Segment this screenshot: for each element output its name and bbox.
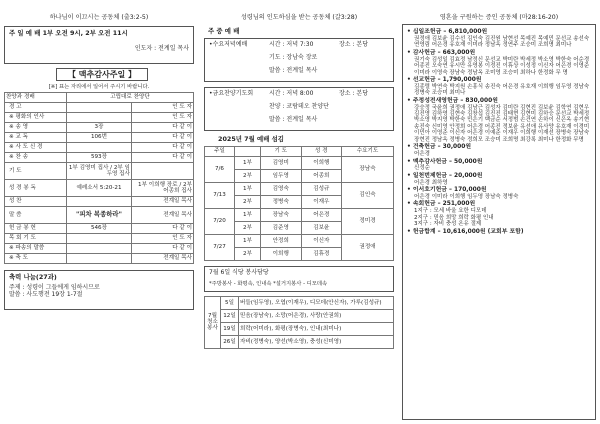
table-row bbox=[205, 296, 394, 309]
table-cell bbox=[67, 254, 132, 264]
table-row bbox=[5, 197, 194, 207]
table-cell bbox=[67, 113, 132, 123]
table-cell: 김휴경 bbox=[301, 247, 342, 260]
table-cell: 2부 bbox=[235, 221, 261, 234]
duty-table bbox=[204, 146, 394, 261]
duty-date: 7/6 bbox=[205, 156, 235, 182]
table-cell: 주일 bbox=[205, 146, 235, 156]
table-cell: ※ 교 독 bbox=[5, 133, 67, 143]
fri-place: 장소 : 본당 bbox=[339, 90, 369, 98]
table-cell: 다 같 이 bbox=[131, 244, 193, 254]
table-row bbox=[5, 207, 194, 224]
table-cell: 다 같 이 bbox=[131, 133, 193, 143]
cleaning-label-line: 청소 bbox=[207, 319, 218, 325]
offering-names: 신정순 bbox=[414, 165, 430, 172]
table-cell: 2부 bbox=[235, 195, 261, 208]
table-row bbox=[205, 234, 394, 247]
offering-title: • 이서호기헌금 – 170,000원 bbox=[407, 187, 487, 194]
table-cell: 5일 bbox=[221, 296, 239, 309]
table-cell: 자비(정병숙), 양선(박소영), 충성(신미영) bbox=[239, 335, 394, 348]
table-cell: 성 경 봉 독 bbox=[5, 180, 67, 197]
table-cell: 전계일 목사 bbox=[131, 254, 193, 264]
table-row bbox=[205, 322, 394, 335]
duty-wed: 김인숙 bbox=[342, 182, 394, 208]
fri-sermon: 말씀 : 전계일 목사 bbox=[269, 116, 318, 124]
table-cell: 다 같 이 bbox=[131, 143, 193, 153]
table-row bbox=[5, 143, 194, 153]
table-cell: 3장 bbox=[67, 123, 132, 133]
table-cell: 김영숙 bbox=[261, 182, 302, 195]
wed-time: 시간 : 저녁 7:30 bbox=[269, 41, 314, 49]
table-cell: 19일 bbox=[221, 322, 239, 335]
table-row bbox=[205, 182, 394, 195]
share-line: 주제 : 성령이 그들에게 임하시므로 bbox=[9, 284, 100, 292]
wed-place: 장소 : 본당 bbox=[339, 41, 369, 49]
table-cell: 12일 bbox=[221, 309, 239, 322]
table-cell: 인 도 자 bbox=[131, 113, 193, 123]
table-cell: 26일 bbox=[221, 335, 239, 348]
table-cell: 성 경 bbox=[301, 146, 342, 156]
table-cell: 어은경 bbox=[301, 208, 342, 221]
table-cell: 1부 bbox=[235, 156, 261, 169]
duty-date: 7/27 bbox=[205, 234, 235, 260]
service-leader: 인도자 : 전계일 목사 bbox=[134, 45, 189, 53]
table-row bbox=[5, 224, 194, 234]
table-row bbox=[5, 153, 194, 163]
col1-header: 하나님이 이끄시는 공동체 (출3:2-5) bbox=[49, 14, 149, 21]
service-time: 주 일 예 배 1부 오전 9시, 2부 오전 11시 bbox=[9, 29, 128, 37]
table-cell: 임두영 bbox=[261, 169, 302, 182]
table-cell: ※ 찬 송 bbox=[5, 153, 67, 163]
duty-date: 7/20 bbox=[205, 208, 235, 234]
worship-order-table bbox=[4, 92, 194, 264]
lunch-title: 7월 6일 식당 봉사담당 bbox=[209, 268, 269, 276]
offering-names: 어은경 최하영 bbox=[414, 179, 448, 186]
cleaning-label bbox=[205, 296, 221, 348]
offering-title: • 헌금합계 – 10,616,000원 (교회부 포함) bbox=[407, 228, 524, 235]
offering-box bbox=[402, 24, 596, 420]
offering-names: 1지구 : 모세 바울 요한 디모데 2지구 : 믿음 희망 희락 화평 인내 3지구 : 자비 충성 온유 절제 bbox=[414, 208, 494, 228]
table-cell: "피차 복종하라" bbox=[67, 207, 132, 224]
offering-names: 강승정 국윤희 권정애 김남근 김성자 김미란 김현진 김보윤 김학연 김현우 김진영 김하영 김현숙 김창섭 김진진 김태현 김현미 김하승 문선교 박세정 박소영 박지영 박한숙 민은기 백금순 서정범 손건연 손하이 신은옥 송기현 송진숙 신미영 안정희 어은경 어종진 정보윤 유선애 유사양 유호재 이경미 이민아 이영준 이신자 어은경 이예준 이재우 이희행 이재선 장병숙 장남숙 장현진 정남옥 정병숙 정희모 조승미 조희명 최강록 최미나 한정화 무명 bbox=[414, 104, 590, 143]
offering-title: • 감사헌금 – 663,000원 bbox=[407, 49, 476, 56]
table-cell: ※ 평화의 인사 bbox=[5, 113, 67, 123]
table-cell: 기 도 bbox=[261, 146, 302, 156]
table-cell: 2부 bbox=[235, 247, 261, 260]
table-cell bbox=[67, 244, 132, 254]
table-row bbox=[205, 309, 394, 322]
table-cell: 찬양과 경배 bbox=[5, 93, 67, 103]
table-row bbox=[5, 123, 194, 133]
table-cell bbox=[67, 234, 132, 244]
table-cell: 다 같 이 bbox=[131, 224, 193, 234]
duty-date: 7/13 bbox=[205, 182, 235, 208]
lunch-line: *주방봉사 - 화평속, 인내속 *설거지봉사 - 디모데속 bbox=[209, 280, 328, 287]
table-cell: 기 도 bbox=[5, 163, 67, 180]
table-cell: 전계일 목사 bbox=[131, 197, 193, 207]
table-cell: 546장 bbox=[67, 224, 132, 234]
table-cell: 전계일 목사 bbox=[131, 207, 193, 224]
fri-praise: 찬양 : 코람데오 찬양단 bbox=[269, 103, 329, 111]
offering-title: • 일천번제헌금 – 20,000원 bbox=[407, 172, 483, 179]
duty-wed: 정미경 bbox=[342, 208, 394, 234]
share-title: 축력 나눔(27과) bbox=[9, 273, 57, 282]
table-cell: 수요기도 bbox=[342, 146, 394, 156]
col2-header: 성령님의 인도하심을 받는 공동체 (갈3:28) bbox=[240, 14, 358, 21]
table-cell: 106번 bbox=[67, 133, 132, 143]
table-row bbox=[205, 146, 394, 156]
weekday-title: 주 중 예 배 bbox=[208, 27, 240, 35]
table-row bbox=[5, 163, 194, 180]
offering-names: 김종렬 박연숙 박지원 손흥식 송진숙 어은경 유호재 이희행 임두영 정남숙 정병숙 조승미 최미나 bbox=[414, 83, 590, 97]
fri-time: 시간 : 저녁 8:00 bbox=[269, 90, 314, 98]
duty-title: 2025년 7월 예배 섬김 bbox=[218, 135, 284, 144]
offering-title: • 건축헌금 – 30,000원 bbox=[407, 144, 472, 151]
table-cell: 김준영 bbox=[261, 221, 302, 234]
table-cell: 이재우 bbox=[301, 195, 342, 208]
col3-header: 영혼을 구원하는 증인 공동체 (마28:16-20) bbox=[439, 14, 559, 21]
table-cell: 1부 김영미 집사 / 2부 임두영 집사 bbox=[67, 163, 132, 180]
table-cell bbox=[67, 143, 132, 153]
wed-sermon: 말씀 : 전계일 목사 bbox=[269, 67, 318, 75]
wed-name: •수요저녁예배 bbox=[209, 41, 248, 49]
table-row bbox=[5, 244, 194, 254]
table-cell: 김성규 bbox=[301, 182, 342, 195]
table-cell bbox=[67, 103, 132, 113]
table-row bbox=[205, 335, 394, 348]
table-cell: 이신자 bbox=[301, 234, 342, 247]
table-cell: 김영미 bbox=[261, 156, 302, 169]
column-offerings bbox=[402, 0, 596, 424]
table-cell: 경 고 bbox=[5, 103, 67, 113]
table-cell bbox=[235, 146, 261, 156]
table-cell: 고립대로 찬양단 bbox=[67, 93, 194, 103]
offering-names: 권정애 김보윤 김수선 김인숙 김진원 남현선 목예진 목예민 문선교 송선숙 연영림 어은경 유호재 이미라 정남옥 정연주 조승미 조희명 최미나 bbox=[414, 35, 590, 49]
table-cell: 버들(임두영), 오엽(이재우), 디모데(안신자), 가루(김성규) bbox=[239, 296, 394, 309]
table-cell: 김보윤 bbox=[301, 221, 342, 234]
offering-names: 어은경 이미라 이희행 임두영 장남숙 정병숙 bbox=[414, 194, 519, 200]
stand-note: [※] 표는 자리에서 일어서 주시기 바랍니다. bbox=[48, 84, 150, 90]
table-cell: 1부 이희행 장로 / 2부 어종희 집사 bbox=[131, 180, 193, 197]
cleaning-table bbox=[204, 296, 394, 349]
offering-names: 권기숙 김성일 김효정 남정신 문선교 박미란 박세정 박소영 박한숙 어순경 어종진 오숙연 유시만 유영봉 이정진 이휴상 이성정 이신자 어은경 이영준 이미라 이영숙 장남숙 정남옥 조미영 조승미 최하나 한정화 무 명 bbox=[414, 56, 590, 76]
wed-prayer: 기도 : 장남숙 장로 bbox=[269, 54, 318, 62]
table-cell: 593장 bbox=[67, 153, 132, 163]
offering-title: • 선교헌금 – 1,790,000원 bbox=[407, 76, 482, 83]
column-weekday bbox=[204, 0, 394, 424]
duty-wed: 장남숙 bbox=[342, 156, 394, 182]
share-box bbox=[4, 270, 194, 310]
table-cell: 예레소서 5:20-21 bbox=[67, 180, 132, 197]
table-cell: 인 도 자 bbox=[131, 234, 193, 244]
table-row bbox=[5, 93, 194, 103]
table-row bbox=[5, 180, 194, 197]
table-cell: 1부 bbox=[235, 234, 261, 247]
wed-box bbox=[204, 38, 394, 82]
offering-title: • 십일조헌금 – 6,810,000원 bbox=[407, 29, 488, 35]
table-cell: 헌 금 봉 헌 bbox=[5, 224, 67, 234]
table-cell: 이희행 bbox=[261, 247, 302, 260]
cleaning-label-line: 7월 bbox=[208, 312, 217, 319]
table-cell: 다 같 이 bbox=[131, 153, 193, 163]
table-row bbox=[5, 133, 194, 143]
table-cell: 믿음(장남숙), 소망(어은경), 사랑(안권희) bbox=[239, 309, 394, 322]
table-row bbox=[5, 113, 194, 123]
table-row bbox=[5, 254, 194, 264]
table-cell: 이희행 bbox=[301, 156, 342, 169]
table-cell: ※ 사 도 신 경 bbox=[5, 143, 67, 153]
table-row bbox=[5, 103, 194, 113]
fri-name: •금요찬양기도회 bbox=[209, 90, 254, 98]
table-cell: 어종희 bbox=[301, 169, 342, 182]
offering-title: • 주정성전새영헌금 – 830,000원 bbox=[407, 97, 498, 104]
offering-title: • 맥추감사헌금 – 50,000원 bbox=[407, 158, 483, 165]
cleaning-label-line: 봉사 bbox=[207, 325, 218, 332]
table-cell: 희락(어미라), 화평(장병숙), 인내(최미나) bbox=[239, 322, 394, 335]
lunch-box bbox=[204, 266, 394, 292]
table-cell: 안정희 bbox=[261, 234, 302, 247]
table-cell bbox=[131, 163, 193, 180]
table-cell: ※ 축 도 bbox=[5, 254, 67, 264]
page-title: 【 맥추감사주일 】 bbox=[56, 68, 148, 81]
fri-box bbox=[204, 87, 394, 131]
table-cell: 말 씀 bbox=[5, 207, 67, 224]
offering-title: • 속회헌금 – 251,000원 bbox=[407, 201, 476, 208]
column-worship-order bbox=[4, 0, 194, 424]
table-cell: 다 같 이 bbox=[131, 123, 193, 133]
table-cell: 장남숙 bbox=[261, 208, 302, 221]
service-box bbox=[4, 26, 194, 64]
table-cell: 1부 bbox=[235, 182, 261, 195]
table-row bbox=[205, 208, 394, 221]
table-cell: 1부 bbox=[235, 208, 261, 221]
table-cell: 인 도 자 bbox=[131, 103, 193, 113]
share-line: 말씀 : 사도행전 19장 1-7절 bbox=[9, 291, 83, 299]
table-cell: 성 찬 bbox=[5, 197, 67, 207]
table-cell: 2부 bbox=[235, 169, 261, 182]
table-cell: 정병숙 bbox=[261, 195, 302, 208]
table-cell bbox=[67, 197, 132, 207]
table-cell: ※ 송 영 bbox=[5, 123, 67, 133]
offering-names: 어은경 bbox=[414, 151, 430, 158]
table-row bbox=[5, 234, 194, 244]
duty-wed: 권정애 bbox=[342, 234, 394, 260]
table-row bbox=[205, 156, 394, 169]
table-cell: 목 회 기 도 bbox=[5, 234, 67, 244]
table-cell: ※ 파송의 말씀 bbox=[5, 244, 67, 254]
